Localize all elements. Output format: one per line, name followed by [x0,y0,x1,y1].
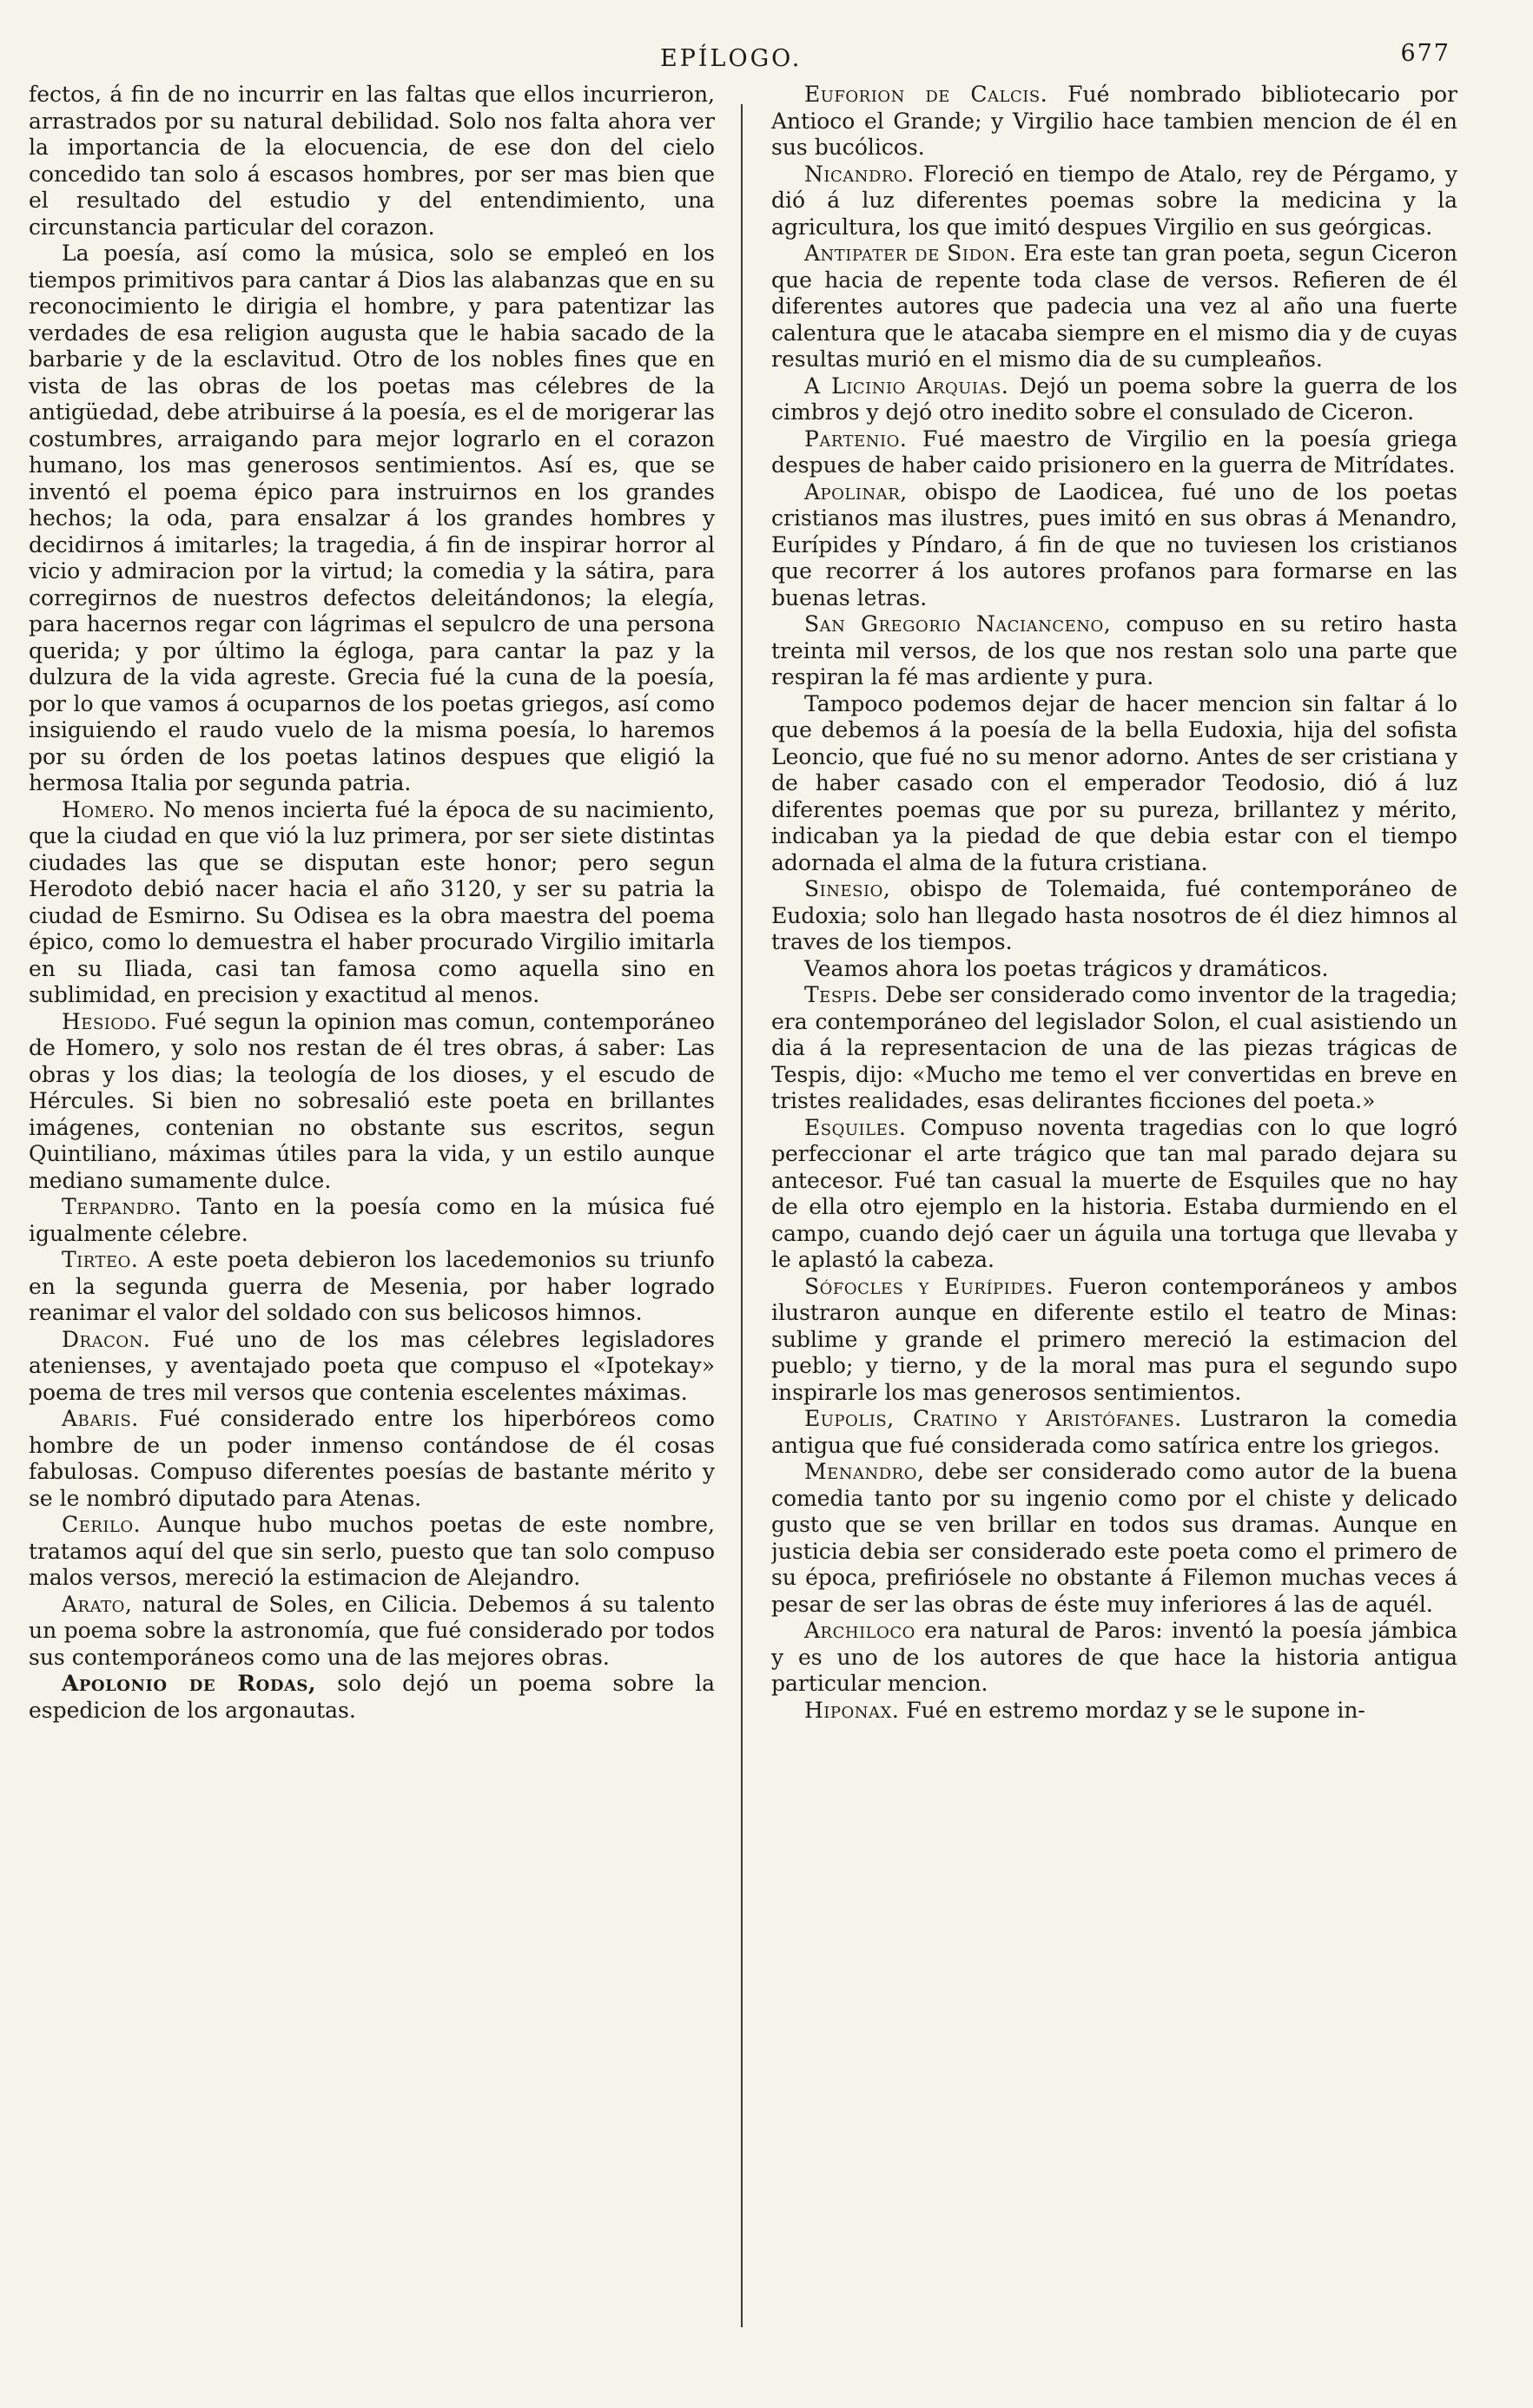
poet-entry [771,479,1457,612]
poet-entry [29,1009,715,1195]
poet-entry [771,82,1457,162]
poet-description: No menos incierta fué la época de su nacimiento, que la ciudad en que vió la luz primera, por ser siete distintas ciudades las que se disputan este honor; pero segun Herodoto debió nacer hacia el año 3120, y ser su patria la ciudad de Esmirno. Su Odisea es la obra maestra del poema épico, como lo demuestra el haber procurado Virgilio imitarla en su Iliada, casi tan famosa como aquella sino en sublimidad, en precision y exactitud al menos. [29,796,715,1007]
poet-entry [771,1115,1457,1274]
poet-entry [771,241,1457,373]
poet-entry [771,1698,1457,1725]
left-entries [29,797,715,1725]
poet-description: era natural de Paros: inventó la poesía jámbica y es uno de los autores de que hace la historia antigua particular mencion. [771,1618,1457,1696]
poet-name: Antipater de Sidon. [804,241,1017,266]
poet-description: Fué nombrado bibliotecario por Antioco el Grande; y Virgilio hace tambien mencion de él en sus bucólicos. [771,82,1457,160]
poet-name: Menandro, [804,1459,925,1484]
running-head [0,40,1533,80]
poet-entry [771,1406,1457,1459]
poet-name: Esquiles. [804,1114,907,1140]
poet-description: Dejó un poema sobre la guerra de los cimbros y dejó otro inedito sobre el consulado de Ciceron. [771,373,1457,425]
poet-description: debe ser considerado como autor de la buena comedia tanto por su ingenio como por el chiste y delicado gusto que se ven brillar en todos sus dramas. Aunque en justicia debia ser considerado este poeta como el primero de su época, prefiriósele no obstante á Filemon muchas veces á pesar de ser las obras de éste muy inferiores á las de aquél. [771,1459,1457,1617]
poet-name: A Licinio Arquias. [804,373,1009,399]
poet-entry [29,1247,715,1327]
poet-name: Abaris. [62,1406,139,1431]
poet-name: Sófocles y Eurípides. [804,1273,1054,1299]
poet-description: compuso en su retiro hasta treinta mil versos, de los que nos restan solo una parte que respiran la fé mas ardiente y pura. [771,611,1457,689]
poet-name: Hiponax. [804,1697,900,1723]
poet-description: obispo de Laodicea, fué uno de los poetas cristianos mas ilustres, pues imitó en sus obras á Menandro, Eurípides y Píndaro, á fin de que no tuviesen los cristianos que recorrer á los autores profanos para formarse en las buenas letras. [771,478,1457,610]
poet-description: Fueron contemporáneos y ambos ilustraron aunque en diferente estilo el teatro de Minas: sublime y grande el primero mereció la estimacion del pueblo; y tierno, y de la moral mas pura el segundo supo inspirarle los mas generosos sentimientos. [771,1273,1457,1405]
poet-entry [771,1274,1457,1407]
poet-description: solo dejó un poema sobre la espedicion de los argonautas. [29,1671,715,1723]
poet-description: obispo de Tolemaida, fué contemporáneo de Eudoxia; solo han llegado hasta nosotros de él diez himnos al traves de los tiempos. [771,876,1457,954]
poet-entry [29,1671,715,1724]
page-number: 677 [1400,40,1450,67]
poet-entry [771,982,1457,1115]
poet-description: Tanto en la poesía como en la música fué igualmente célebre. [29,1194,715,1246]
poet-description: Fué maestro de Virgilio en la poesía griega despues de haber caido prisionero en la guerra de Mitrídates. [771,426,1457,478]
poet-description: Fué uno de los mas célebres legisladores atenienses, y aventajado poeta que compuso el «Ipotekay» poema de tres mil versos que contenia escelentes máximas. [29,1326,715,1405]
poet-entry [29,1512,715,1592]
poet-entry [771,1618,1457,1698]
poet-description: Floreció en tiempo de Atalo, rey de Pérgamo, y dió á luz diferentes poemas sobre la medicina y la agricultura, los que imitó despues Virgilio en sus geórgicas. [771,161,1457,240]
poet-entry [771,1459,1457,1618]
poet-name: Euforion de Calcis. [804,82,1048,107]
left-column [29,82,715,2374]
right-column [771,82,1457,2374]
opening-paragraph: fectos, á fin de no incurrir en las faltas que ellos incurrieron, arrastrados por su natural debilidad. Solo nos falta ahora ver la importancia de la elocuencia, de ese don del cielo concedido tan solo á escasos hombres, por ser mas bien que el resultado del estudio y del entendimiento, una circunstancia particular del corazon. [29,82,715,240]
poet-name: Tespis. [804,982,879,1007]
poet-name: Apolonio de Rodas, [62,1671,317,1696]
poet-entry [29,1327,715,1407]
poet-entry [29,797,715,1009]
poet-description: Fué considerado entre los hiperbóreos como hombre de un poder inmenso contándose de él cosas fabulosas. Compuso diferentes poesías de bastante mérito y se le nombró diputado para Atenas. [29,1406,715,1511]
poet-entry [771,611,1457,691]
poet-description: Fué segun la opinion mas comun, contemporáneo de Homero, y solo nos restan de él tres obras, á saber: Las obras y los dias; la teología de los dioses, y el escudo de Hércules. Si bien no sobresalió este poeta en brillantes imágenes, contenian no obstante sus escritos, segun Quintiliano, máximas útiles para la vida, y un estilo aunque mediano sumamente dulce. [29,1008,715,1193]
poet-description: Fué en estremo mordaz y se le supone in- [899,1697,1365,1723]
poet-name: Hesiodo. [62,1008,158,1034]
poet-description: natural de Soles, en Cilicia. Debemos á su talento un poema sobre la astronomía, que fué considerado por todos sus contemporáneos como una de las mejores obras. [29,1591,715,1670]
poet-description: Tampoco podemos dejar de hacer mencion sin faltar á lo que debemos á la poesía de la bella Eudoxia, hija del sofista Leoncio, que fué no su menor adorno. Antes de ser cristiana y de haber casado con el emperador Teodosio, dió á luz diferentes poemas que por su pureza, brillantez y mérito, indicaban ya la piedad de que debia estar con el tiempo adornada el alma de la futura cristiana. [771,690,1457,875]
poet-description: Veamos ahora los poetas trágicos y dramáticos. [804,955,1329,981]
poet-description: Lustraron la comedia antigua que fué considerada como satírica entre los griegos. [771,1406,1457,1458]
poet-entry [771,426,1457,479]
poet-name: Archiloco [804,1618,915,1643]
poet-entry [771,373,1457,426]
column-divider [741,104,743,2327]
poet-name: Arato, [62,1591,133,1617]
poet-entry [771,691,1457,877]
right-entries [771,82,1457,1724]
poet-name: Sinesio, [804,876,891,901]
poet-name: Eupolis, Cratino y Aristófanes. [804,1406,1182,1431]
poet-entry [29,1406,715,1512]
poet-description: Compuso noventa tragedias con lo que logró perfeccionar el arte trágico que tan mal parado dejara su antecesor. Fué tan casual la muerte de Esquiles que no hay de ella otro ejemplo en la historia. Estaba durmiendo en el campo, cuando dejó caer un águila una tortuga que llevaba y le aplastó la cabeza. [771,1114,1457,1272]
poetry-paragraph: La poesía, así como la música, solo se empleó en los tiempos primitivos para cantar á Dios las alabanzas que en su reconocimiento le dirigia el hombre, y para patentizar las verdades de esa religion augusta que le habia sacado de la barbarie y de la esclavitud. Otro de los nobles fines que en vista de las obras de los poetas mas célebres de la antigüedad, debe atribuirse á la poesía, es el de morigerar las costumbres, arraigando para mejor lograrlo en el corazon humano, los mas generosos sentimientos. Así es, que se inventó el poema épico para instruirnos en los grandes hechos; la oda, para ensalzar á los grandes hombres y decidirnos á imitarles; la tragedia, á fin de inspirar horror al vicio y admiracion por la virtud; la comedia y la sátira, para corregirnos de nuestros defectos deleitándonos; la elegía, para hacernos regar con lágrimas el sepulcro de una persona querida; y por último la égloga, para cantar la paz y la dulzura de la vida agreste. Grecia fué la cuna de la poesía, por lo que vamos á ocuparnos de los poetas griegos, así como insiguiendo el raudo vuelo de la misma poesía, lo haremos por su órden de los poetas latinos despues que eligió la hermosa Italia por segunda patria. [29,241,715,795]
poet-name: Cerilo. [62,1512,142,1537]
poet-name: San Gregorio Nacianceno, [804,611,1112,637]
poet-entry [771,876,1457,956]
poet-name: Nicandro. [804,161,915,187]
poet-entry [771,162,1457,241]
poet-name: Partenio. [804,426,908,452]
poet-entry [771,956,1457,983]
poet-entry [29,1194,715,1247]
poet-name: Dracon. [62,1326,151,1352]
poet-description: Aunque hubo muchos poetas de este nombre, tratamos aquí del que sin serlo, puesto que tan solo compuso malos versos, mereció la estimacion de Alejandro. [29,1512,715,1590]
poet-name: Terpandro. [62,1194,182,1219]
poet-entry [29,1592,715,1672]
poet-name: Tirteo. [62,1247,139,1272]
poet-name: Homero. [62,796,155,822]
poet-description: Era este tan gran poeta, segun Ciceron que hacia de repente toda clase de versos. Refieren de él diferentes autores que padecia una vez al año una fuerte calentura que le atacaba siempre en el mismo dia y de cuyas resultas murió en el mismo dia de su cumpleaños. [771,241,1457,372]
poet-description: Debe ser considerado como inventor de la tragedia; era contemporáneo del legislador Solon, el cual asistiendo un dia á la representacion de una de las piezas trágicas de Tespis, dijo: «Mucho me temo el ver convertidas en breve en tristes realidades, esas delirantes ficciones del poeta.» [771,982,1457,1113]
running-title: EPÍLOGO. [660,45,803,72]
poet-name: Apolinar, [804,478,908,505]
poet-description: A este poeta debieron los lacedemonios su triunfo en la segunda guerra de Mesenia, por haber logrado reanimar el valor del soldado con sus belicosos himnos. [29,1247,715,1325]
